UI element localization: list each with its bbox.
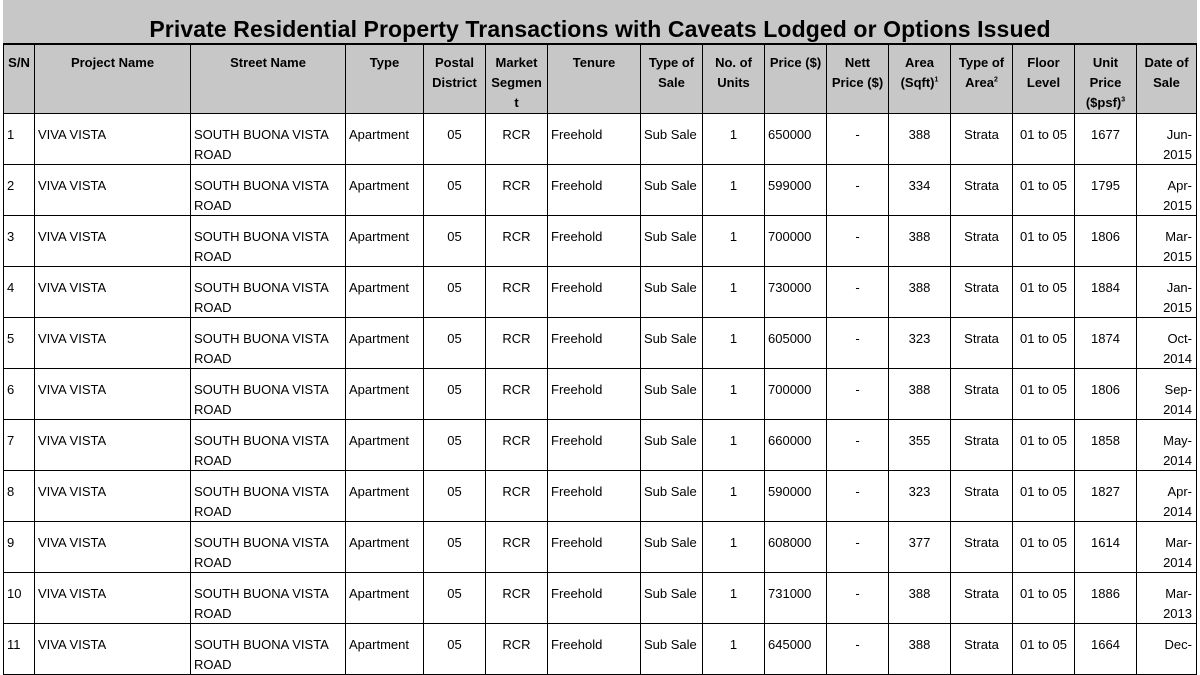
cell-sale_type: Sub Sale xyxy=(641,624,703,675)
cell-segment: RCR xyxy=(486,216,548,267)
cell-units: 1 xyxy=(703,420,765,471)
cell-units: 1 xyxy=(703,216,765,267)
cell-nett: - xyxy=(827,114,889,165)
cell-sn: 9 xyxy=(4,522,35,573)
cell-street: SOUTH BUONA VISTA ROAD xyxy=(191,624,346,675)
transactions-table xyxy=(3,44,1197,675)
cell-postal: 05 xyxy=(424,216,486,267)
cell-type: Apartment xyxy=(346,165,424,216)
cell-sn: 5 xyxy=(4,318,35,369)
cell-postal: 05 xyxy=(424,165,486,216)
cell-units: 1 xyxy=(703,267,765,318)
column-header-floor xyxy=(1013,45,1075,114)
table-row xyxy=(4,522,1197,573)
cell-sale_type: Sub Sale xyxy=(641,420,703,471)
cell-segment: RCR xyxy=(486,573,548,624)
cell-tenure: Freehold xyxy=(548,471,641,522)
cell-type: Apartment xyxy=(346,318,424,369)
cell-price: 608000 xyxy=(765,522,827,573)
cell-postal: 05 xyxy=(424,369,486,420)
column-header-line: Area xyxy=(905,55,934,70)
table-row xyxy=(4,165,1197,216)
cell-floor: 01 to 05 xyxy=(1013,165,1075,216)
cell-street: SOUTH BUONA VISTA ROAD xyxy=(191,471,346,522)
column-header-line: (Sqft)$^1$ xyxy=(900,75,939,90)
cell-nett: - xyxy=(827,165,889,216)
cell-floor: 01 to 05 xyxy=(1013,522,1075,573)
column-header-area xyxy=(889,45,951,114)
cell-price: 731000 xyxy=(765,573,827,624)
cell-nett: - xyxy=(827,369,889,420)
cell-area_type: Strata xyxy=(951,420,1013,471)
cell-postal: 05 xyxy=(424,114,486,165)
table-row xyxy=(4,318,1197,369)
cell-unit_price: 1874 xyxy=(1075,318,1137,369)
cell-tenure: Freehold xyxy=(548,573,641,624)
cell-type: Apartment xyxy=(346,471,424,522)
cell-street: SOUTH BUONA VISTA ROAD xyxy=(191,114,346,165)
table-row xyxy=(4,369,1197,420)
column-header-unit_price xyxy=(1075,45,1137,114)
cell-floor: 01 to 05 xyxy=(1013,114,1075,165)
cell-date: Mar-2013 xyxy=(1137,573,1197,624)
cell-postal: 05 xyxy=(424,522,486,573)
cell-street: SOUTH BUONA VISTA ROAD xyxy=(191,165,346,216)
column-header-nett xyxy=(827,45,889,114)
cell-area_type: Strata xyxy=(951,522,1013,573)
column-header-tenure xyxy=(548,45,641,114)
cell-price: 730000 xyxy=(765,267,827,318)
cell-area_type: Strata xyxy=(951,216,1013,267)
cell-sale_type: Sub Sale xyxy=(641,216,703,267)
cell-floor: 01 to 05 xyxy=(1013,624,1075,675)
cell-segment: RCR xyxy=(486,267,548,318)
cell-nett: - xyxy=(827,267,889,318)
column-header-line: District xyxy=(432,75,477,90)
cell-project: VIVA VISTA xyxy=(35,114,191,165)
cell-nett: - xyxy=(827,318,889,369)
column-header-line: Nett xyxy=(844,55,871,70)
cell-unit_price: 1795 xyxy=(1075,165,1137,216)
column-header-line: Price ($) xyxy=(769,55,822,70)
page-title: Private Residential Property Transactions with Caveats Lodged or Options Issued xyxy=(149,16,1051,42)
cell-postal: 05 xyxy=(424,471,486,522)
table-row xyxy=(4,624,1197,675)
cell-segment: RCR xyxy=(486,471,548,522)
cell-sn: 11 xyxy=(4,624,35,675)
cell-tenure: Freehold xyxy=(548,114,641,165)
column-header-date xyxy=(1137,45,1197,114)
footnote-marker: 2 xyxy=(994,76,998,84)
cell-project: VIVA VISTA xyxy=(35,318,191,369)
cell-tenure: Freehold xyxy=(548,420,641,471)
cell-units: 1 xyxy=(703,624,765,675)
cell-area_type: Strata xyxy=(951,573,1013,624)
column-header-line: Segmen xyxy=(491,75,542,90)
column-header-sn xyxy=(4,45,35,114)
column-header-line: Unit xyxy=(1092,55,1119,70)
cell-units: 1 xyxy=(703,318,765,369)
cell-project: VIVA VISTA xyxy=(35,267,191,318)
cell-area: 323 xyxy=(889,318,951,369)
cell-segment: RCR xyxy=(486,369,548,420)
cell-project: VIVA VISTA xyxy=(35,471,191,522)
cell-type: Apartment xyxy=(346,522,424,573)
cell-floor: 01 to 05 xyxy=(1013,318,1075,369)
cell-area_type: Strata xyxy=(951,114,1013,165)
column-header-line: Market xyxy=(495,55,538,70)
cell-sn: 7 xyxy=(4,420,35,471)
column-header-line: Level xyxy=(1026,75,1061,90)
cell-date: Dec- xyxy=(1137,624,1197,675)
cell-type: Apartment xyxy=(346,420,424,471)
cell-area: 388 xyxy=(889,573,951,624)
cell-unit_price: 1884 xyxy=(1075,267,1137,318)
cell-project: VIVA VISTA xyxy=(35,573,191,624)
cell-floor: 01 to 05 xyxy=(1013,573,1075,624)
cell-date: May-2014 xyxy=(1137,420,1197,471)
cell-units: 1 xyxy=(703,471,765,522)
cell-segment: RCR xyxy=(486,318,548,369)
column-header-segment xyxy=(486,45,548,114)
cell-area: 388 xyxy=(889,267,951,318)
cell-street: SOUTH BUONA VISTA ROAD xyxy=(191,216,346,267)
cell-area: 323 xyxy=(889,471,951,522)
cell-date: Apr-2014 xyxy=(1137,471,1197,522)
cell-area: 334 xyxy=(889,165,951,216)
cell-date: Oct-2014 xyxy=(1137,318,1197,369)
cell-project: VIVA VISTA xyxy=(35,165,191,216)
cell-segment: RCR xyxy=(486,624,548,675)
cell-sale_type: Sub Sale xyxy=(641,471,703,522)
cell-units: 1 xyxy=(703,114,765,165)
cell-price: 660000 xyxy=(765,420,827,471)
cell-sale_type: Sub Sale xyxy=(641,573,703,624)
cell-floor: 01 to 05 xyxy=(1013,216,1075,267)
cell-area: 388 xyxy=(889,114,951,165)
cell-area_type: Strata xyxy=(951,267,1013,318)
cell-area_type: Strata xyxy=(951,318,1013,369)
cell-units: 1 xyxy=(703,573,765,624)
column-header-line: Project Name xyxy=(70,55,155,70)
cell-floor: 01 to 05 xyxy=(1013,471,1075,522)
cell-area: 388 xyxy=(889,624,951,675)
cell-street: SOUTH BUONA VISTA ROAD xyxy=(191,369,346,420)
cell-price: 650000 xyxy=(765,114,827,165)
cell-floor: 01 to 05 xyxy=(1013,420,1075,471)
column-header-postal xyxy=(424,45,486,114)
cell-price: 700000 xyxy=(765,369,827,420)
cell-unit_price: 1858 xyxy=(1075,420,1137,471)
column-header-line: Price xyxy=(1089,75,1122,90)
cell-street: SOUTH BUONA VISTA ROAD xyxy=(191,573,346,624)
cell-area: 377 xyxy=(889,522,951,573)
table-row xyxy=(4,114,1197,165)
cell-area_type: Strata xyxy=(951,369,1013,420)
cell-street: SOUTH BUONA VISTA ROAD xyxy=(191,318,346,369)
cell-date: Mar-2014 xyxy=(1137,522,1197,573)
cell-project: VIVA VISTA xyxy=(35,420,191,471)
cell-date: Sep-2014 xyxy=(1137,369,1197,420)
cell-area_type: Strata xyxy=(951,165,1013,216)
cell-segment: RCR xyxy=(486,114,548,165)
cell-area_type: Strata xyxy=(951,471,1013,522)
cell-postal: 05 xyxy=(424,573,486,624)
cell-sn: 8 xyxy=(4,471,35,522)
column-header-line: S/N xyxy=(8,55,30,70)
cell-type: Apartment xyxy=(346,573,424,624)
cell-sale_type: Sub Sale xyxy=(641,114,703,165)
cell-street: SOUTH BUONA VISTA ROAD xyxy=(191,420,346,471)
cell-floor: 01 to 05 xyxy=(1013,369,1075,420)
cell-street: SOUTH BUONA VISTA ROAD xyxy=(191,267,346,318)
cell-nett: - xyxy=(827,216,889,267)
cell-price: 605000 xyxy=(765,318,827,369)
cell-sn: 2 xyxy=(4,165,35,216)
cell-price: 599000 xyxy=(765,165,827,216)
cell-sn: 4 xyxy=(4,267,35,318)
cell-unit_price: 1664 xyxy=(1075,624,1137,675)
cell-price: 700000 xyxy=(765,216,827,267)
cell-segment: RCR xyxy=(486,420,548,471)
column-header-line: Units xyxy=(717,75,750,90)
cell-nett: - xyxy=(827,624,889,675)
column-header-line: Date of xyxy=(1144,55,1189,70)
cell-price: 645000 xyxy=(765,624,827,675)
cell-tenure: Freehold xyxy=(548,165,641,216)
cell-unit_price: 1677 xyxy=(1075,114,1137,165)
column-header-line: ($psf)$^3$ xyxy=(1085,95,1126,110)
column-header-line: Area$^2$ xyxy=(965,75,998,90)
table-row xyxy=(4,471,1197,522)
cell-unit_price: 1806 xyxy=(1075,369,1137,420)
cell-type: Apartment xyxy=(346,114,424,165)
cell-nett: - xyxy=(827,573,889,624)
cell-units: 1 xyxy=(703,165,765,216)
cell-sn: 1 xyxy=(4,114,35,165)
cell-segment: RCR xyxy=(486,522,548,573)
cell-type: Apartment xyxy=(346,369,424,420)
column-header-line: Sale xyxy=(1153,75,1180,90)
cell-postal: 05 xyxy=(424,624,486,675)
cell-units: 1 xyxy=(703,369,765,420)
cell-unit_price: 1827 xyxy=(1075,471,1137,522)
cell-postal: 05 xyxy=(424,420,486,471)
cell-project: VIVA VISTA xyxy=(35,216,191,267)
column-header-price xyxy=(765,45,827,114)
cell-project: VIVA VISTA xyxy=(35,369,191,420)
cell-date: Mar-2015 xyxy=(1137,216,1197,267)
cell-postal: 05 xyxy=(424,318,486,369)
cell-sale_type: Sub Sale xyxy=(641,318,703,369)
cell-sn: 10 xyxy=(4,573,35,624)
column-header-units xyxy=(703,45,765,114)
column-header-street xyxy=(191,45,346,114)
table-row xyxy=(4,420,1197,471)
cell-street: SOUTH BUONA VISTA ROAD xyxy=(191,522,346,573)
column-header-line: Type of xyxy=(648,55,695,70)
cell-type: Apartment xyxy=(346,267,424,318)
cell-unit_price: 1806 xyxy=(1075,216,1137,267)
table-row xyxy=(4,216,1197,267)
cell-price: 590000 xyxy=(765,471,827,522)
cell-project: VIVA VISTA xyxy=(35,522,191,573)
cell-nett: - xyxy=(827,522,889,573)
column-header-area_type xyxy=(951,45,1013,114)
cell-nett: - xyxy=(827,420,889,471)
column-header-project xyxy=(35,45,191,114)
cell-tenure: Freehold xyxy=(548,522,641,573)
column-header-line: Type xyxy=(369,55,400,70)
cell-sn: 3 xyxy=(4,216,35,267)
cell-tenure: Freehold xyxy=(548,267,641,318)
cell-sn: 6 xyxy=(4,369,35,420)
header-row xyxy=(4,45,1197,114)
footnote-marker: 1 xyxy=(934,76,939,84)
column-header-line: Price ($) xyxy=(831,75,884,90)
cell-area: 355 xyxy=(889,420,951,471)
cell-type: Apartment xyxy=(346,216,424,267)
cell-units: 1 xyxy=(703,522,765,573)
column-header-line: Floor xyxy=(1027,55,1060,70)
cell-postal: 05 xyxy=(424,267,486,318)
cell-segment: RCR xyxy=(486,165,548,216)
cell-sale_type: Sub Sale xyxy=(641,522,703,573)
column-header-sale_type xyxy=(641,45,703,114)
cell-type: Apartment xyxy=(346,624,424,675)
cell-sale_type: Sub Sale xyxy=(641,267,703,318)
footnote-marker: 3 xyxy=(1121,96,1126,104)
cell-floor: 01 to 05 xyxy=(1013,267,1075,318)
cell-area: 388 xyxy=(889,369,951,420)
table-row xyxy=(4,573,1197,624)
table-row xyxy=(4,267,1197,318)
column-header-line: Tenure xyxy=(572,55,616,70)
column-header-line: No. of xyxy=(715,55,752,70)
cell-date: Jan-2015 xyxy=(1137,267,1197,318)
cell-tenure: Freehold xyxy=(548,369,641,420)
column-header-line: Sale xyxy=(658,75,685,90)
cell-tenure: Freehold xyxy=(548,624,641,675)
cell-area: 388 xyxy=(889,216,951,267)
cell-unit_price: 1886 xyxy=(1075,573,1137,624)
cell-tenure: Freehold xyxy=(548,318,641,369)
cell-tenure: Freehold xyxy=(548,216,641,267)
cell-sale_type: Sub Sale xyxy=(641,369,703,420)
cell-area_type: Strata xyxy=(951,624,1013,675)
column-header-line: t xyxy=(514,95,519,110)
cell-unit_price: 1614 xyxy=(1075,522,1137,573)
table-body xyxy=(4,114,1197,675)
cell-nett: - xyxy=(827,471,889,522)
column-header-line: Postal xyxy=(434,55,474,70)
column-header-type xyxy=(346,45,424,114)
cell-project: VIVA VISTA xyxy=(35,624,191,675)
column-header-line: Type of xyxy=(958,55,1005,70)
table-title-bar xyxy=(3,0,1197,44)
cell-sale_type: Sub Sale xyxy=(641,165,703,216)
cell-date: Apr-2015 xyxy=(1137,165,1197,216)
column-header-line: Street Name xyxy=(230,55,306,70)
cell-date: Jun-2015 xyxy=(1137,114,1197,165)
